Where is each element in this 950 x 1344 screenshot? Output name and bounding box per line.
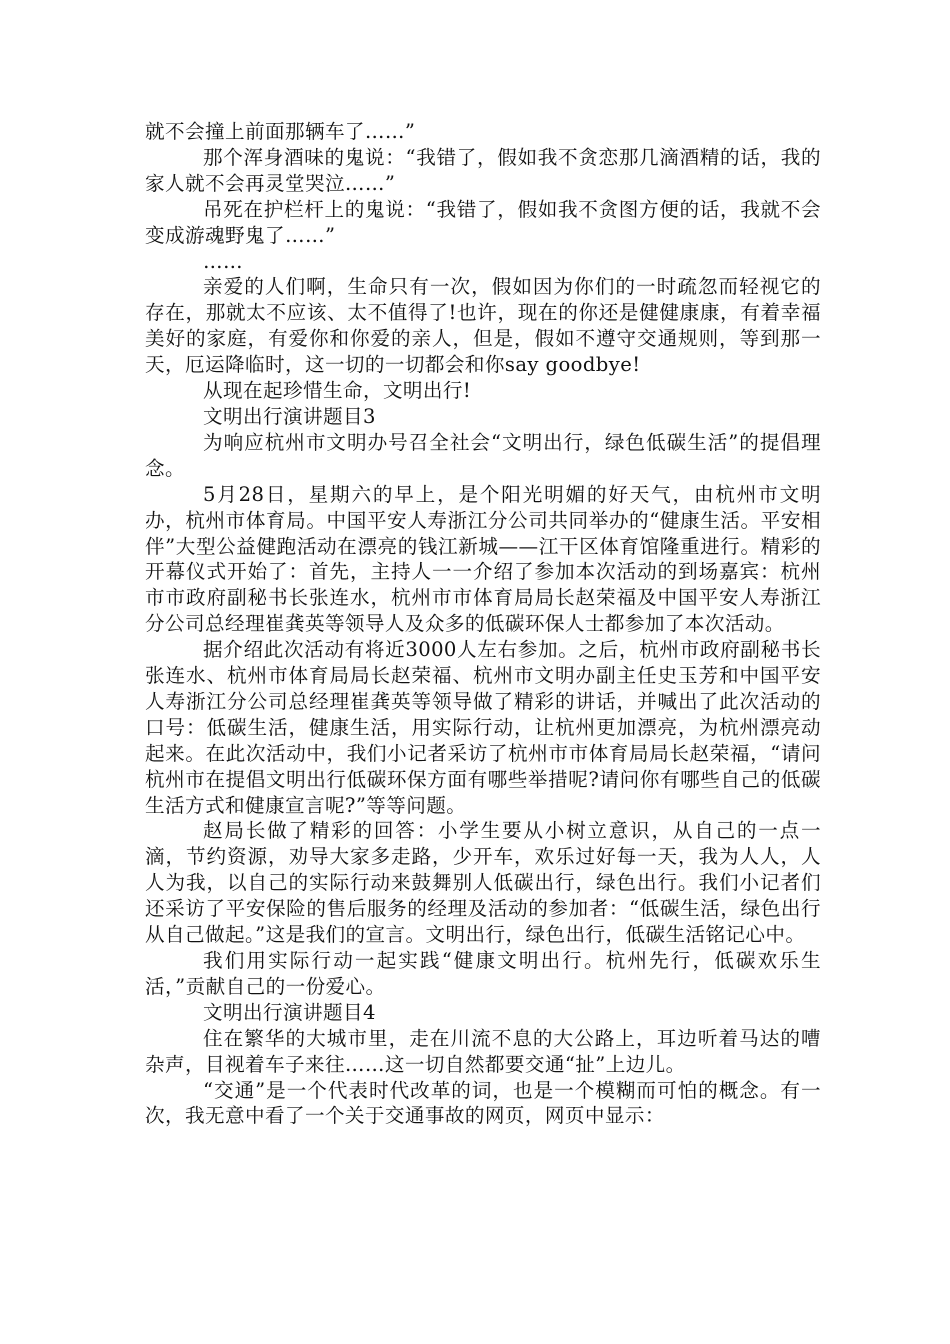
paragraph: 据介绍此次活动有将近3000人左右参加。之后，杭州市政府副秘书长张连水、杭州市体育局局长赵荣福、杭州市文明办副主任史玉芳和中国平安人寿浙江分公司总经理崔龚英等领导做了精彩的讲话，并喊出了此次活动的口号：低碳生活，健康生活，用实际行动，让杭州更加漂亮，为杭州漂亮动起来。在此次活动中，我们小记者采访了杭州市市体育局局长赵荣福，“请问杭州市在提倡文明出行低碳环保方面有哪些举措呢?请问你有哪些自己的低碳生活方式和健康宣言呢?”等等问题。 [145, 638, 821, 817]
paragraph: 住在繁华的大城市里，走在川流不息的大公路上，耳边听着马达的嘈杂声，目视着车子来往……这一切自然都要交通“扯”上边儿。 [145, 1026, 821, 1076]
section-heading: 文明出行演讲题目3 [203, 404, 376, 428]
paragraph: 吊死在护栏杆上的鬼说：“我错了，假如我不贪图方便的话，我就不会变成游魂野鬼了……” [145, 197, 821, 247]
paragraph: 5月28日，星期六的早上，是个阳光明媚的好天气，由杭州市文明办，杭州市体育局。中国平安人寿浙江分公司共同举办的“健康生活。平安相伴”大型公益健跑活动在漂亮的钱江新城——江干区体育馆隆重进行。精彩的开幕仪式开始了：首先，主持人一一介绍了参加本次活动的到场嘉宾：杭州市市政府副秘书长张连水，杭州市市体育局局长赵荣福及中国平安人寿浙江分公司总经理崔龚英等领导人及众多的低碳环保人士都参加了本次活动。 [145, 482, 821, 636]
paragraph: 为响应杭州市文明办号召全社会“文明出行，绿色低碳生活”的提倡理念。 [145, 430, 821, 480]
section-heading: 文明出行演讲题目4 [203, 1000, 376, 1024]
paragraph: 赵局长做了精彩的回答：小学生要从小树立意识，从自己的一点一滴，节约资源，劝导大家多走路，少开车，欢乐过好每一天，我为人人，人人为我，以自己的实际行动来鼓舞别人低碳出行，绿色出行。我们小记者们还采访了平安保险的售后服务的经理及活动的参加者：“低碳生活，绿色出行从自己做起。”这是我们的宣言。文明出行，绿色出行，低碳生活铭记心中。 [145, 819, 821, 947]
document-body [145, 119, 821, 1129]
paragraph: …… [203, 249, 243, 273]
paragraph: 亲爱的人们啊，生命只有一次，假如因为你们的一时疏忽而轻视它的存在，那就太不应该、太不值得了!也许，现在的你还是健健康康，有着幸福美好的家庭，有爱你和你爱的亲人，但是，假如不遵守交通规则，等到那一天，厄运降临时，这一切的一切都会和你say goodbye! [145, 275, 821, 377]
paragraph: 就不会撞上前面那辆车了……” [145, 120, 416, 143]
paragraph: “交通”是一个代表时代改革的词，也是一个模糊而可怕的概念。有一次，我无意中看了一个关于交通事故的网页，网页中显示： [145, 1078, 821, 1128]
paragraph: 从现在起珍惜生命，文明出行! [203, 379, 472, 403]
paragraph: 那个浑身酒味的鬼说：“我错了，假如我不贪恋那几滴酒精的话，我的家人就不会再灵堂哭泣……” [145, 145, 821, 195]
paragraph: 我们用实际行动一起实践“健康文明出行。杭州先行，低碳欢乐生活，”贡献自己的一份爱心。 [145, 949, 821, 998]
